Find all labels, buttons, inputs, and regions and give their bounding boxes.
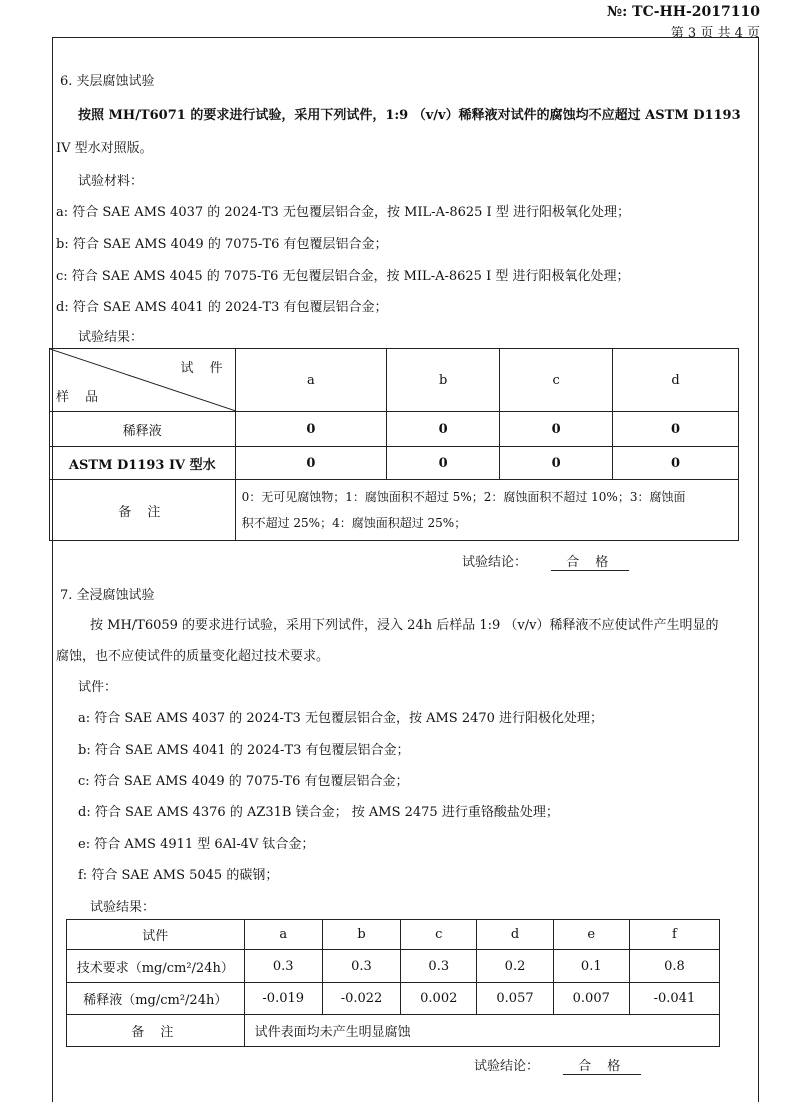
specimen-item-d: d: 符合 SAE AMS 4376 的 AZ31B 镁合金； 按 AMS 2475 进行重铬酸盐处理； bbox=[78, 805, 559, 820]
section-7-intro-1: 按 MH/T6059 的要求进行试验，采用下列试件，浸入 24h 后样品 1:9 （v/v）稀释液不应使试件产生明显的 bbox=[90, 618, 719, 633]
column-header: c bbox=[500, 349, 613, 412]
note-content bbox=[235, 480, 738, 541]
page-number: 第 3 页 共 4 页 bbox=[670, 26, 760, 41]
cell-value: 0 bbox=[235, 447, 387, 480]
section-7-intro-2: 腐蚀，也不应使试件的质量变化超过技术要求。 bbox=[56, 649, 330, 664]
corner-bottom-label: 样 品 bbox=[56, 390, 105, 405]
cell-value: 0.3 bbox=[322, 950, 400, 983]
conclusion-label: 试验结论： bbox=[474, 1059, 540, 1074]
section-6-title: 6. 夹层腐蚀试验 bbox=[60, 74, 155, 89]
specimen-item-e: e: 符合 AMS 4911 型 6Al-4V 钛合金； bbox=[78, 837, 315, 852]
specimen-item-c: c: 符合 SAE AMS 4049 的 7075-T6 有包覆层铝合金； bbox=[78, 774, 409, 789]
column-header: d bbox=[613, 349, 739, 412]
cell-value: 0.1 bbox=[553, 950, 629, 983]
results-label-7: 试验结果： bbox=[90, 900, 156, 915]
cell-value: 0.2 bbox=[477, 950, 553, 983]
material-item-c: c: 符合 SAE AMS 4045 的 7075-T6 无包覆层铝合金，按 MIL-A-8625 I 型 进行阳极氧化处理； bbox=[56, 269, 630, 284]
specimen-item-b: b: 符合 SAE AMS 4041 的 2024-T3 有包覆层铝合金； bbox=[78, 743, 410, 758]
table-row bbox=[67, 1015, 720, 1047]
conclusion-6 bbox=[462, 551, 629, 571]
conclusion-value: 合 格 bbox=[551, 551, 629, 571]
note-line-2: 积不超过 25%；4：腐蚀面积超过 25%； bbox=[241, 516, 467, 530]
conclusion-label: 试验结论： bbox=[462, 555, 528, 570]
table-row bbox=[50, 412, 739, 447]
cell-value: 0 bbox=[500, 447, 613, 480]
note-label: 备 注 bbox=[67, 1015, 245, 1047]
cell-value: 0.3 bbox=[244, 950, 322, 983]
cell-value: 0 bbox=[235, 412, 387, 447]
cell-value: 0.007 bbox=[553, 983, 629, 1015]
section-6-intro-2: IV 型水对照版。 bbox=[56, 141, 153, 156]
results-label-6: 试验结果： bbox=[78, 330, 144, 345]
table-row bbox=[67, 983, 720, 1015]
row-label: ASTM D1193 IV 型水 bbox=[50, 447, 236, 480]
materials-label: 试验材料： bbox=[78, 174, 144, 189]
specimen-item-f: f: 符合 SAE AMS 5045 的碳钢； bbox=[78, 868, 279, 883]
conclusion-7 bbox=[474, 1055, 641, 1075]
column-header: f bbox=[629, 920, 719, 950]
cell-value: -0.019 bbox=[244, 983, 322, 1015]
cell-value: 0 bbox=[387, 447, 500, 480]
cell-value: -0.022 bbox=[322, 983, 400, 1015]
table-corner-cell: 试件 bbox=[67, 920, 245, 950]
column-header: a bbox=[244, 920, 322, 950]
note-line-1: 0：无可见腐蚀物；1：腐蚀面积不超过 5%；2：腐蚀面积不超过 10%；3：腐蚀面 bbox=[241, 490, 686, 504]
column-header: a bbox=[235, 349, 387, 412]
material-item-b: b: 符合 SAE AMS 4049 的 7075-T6 有包覆层铝合金； bbox=[56, 237, 388, 252]
conclusion-value: 合 格 bbox=[563, 1055, 641, 1075]
section-6-intro-1: 按照 MH/T6071 的要求进行试验，采用下列试件，1:9 （v/v）稀释液对试件的腐蚀均不应超过 ASTM D1193 bbox=[78, 108, 741, 123]
table-row bbox=[67, 950, 720, 983]
cell-value: 0.002 bbox=[401, 983, 477, 1015]
cell-value: 0 bbox=[500, 412, 613, 447]
material-item-a: a: 符合 SAE AMS 4037 的 2024-T3 无包覆层铝合金，按 MIL-A-8625 I 型 进行阳极氧化处理； bbox=[56, 205, 630, 220]
row-label: 稀释液（mg/cm²/24h） bbox=[67, 983, 245, 1015]
table-row bbox=[50, 447, 739, 480]
cell-value: 0 bbox=[387, 412, 500, 447]
note-label: 备 注 bbox=[50, 480, 236, 541]
cell-value: 0 bbox=[613, 447, 739, 480]
column-header: b bbox=[322, 920, 400, 950]
row-label: 稀释液 bbox=[50, 412, 236, 447]
specimens-label: 试件： bbox=[78, 680, 118, 695]
row-label: 技术要求（mg/cm²/24h） bbox=[67, 950, 245, 983]
table-corner-cell bbox=[50, 349, 236, 412]
cell-value: 0.057 bbox=[477, 983, 553, 1015]
material-item-d: d: 符合 SAE AMS 4041 的 2024-T3 有包覆层铝合金； bbox=[56, 300, 388, 315]
section-7-title: 7. 全浸腐蚀试验 bbox=[60, 588, 155, 603]
specimen-item-a: a: 符合 SAE AMS 4037 的 2024-T3 无包覆层铝合金，按 AMS 2470 进行阳极化处理； bbox=[78, 711, 604, 726]
column-header: d bbox=[477, 920, 553, 950]
column-header: c bbox=[401, 920, 477, 950]
table-row bbox=[50, 480, 739, 541]
cell-value: -0.041 bbox=[629, 983, 719, 1015]
cell-value: 0 bbox=[613, 412, 739, 447]
interlayer-corrosion-table bbox=[49, 348, 739, 541]
immersion-corrosion-table bbox=[66, 919, 720, 1047]
column-header: b bbox=[387, 349, 500, 412]
column-header: e bbox=[553, 920, 629, 950]
cell-value: 0.3 bbox=[401, 950, 477, 983]
note-content: 试件表面均未产生明显腐蚀 bbox=[244, 1015, 719, 1047]
cell-value: 0.8 bbox=[629, 950, 719, 983]
corner-top-label: 试 件 bbox=[180, 361, 229, 376]
document-number: №: TC-HH-2017110 bbox=[606, 4, 760, 20]
